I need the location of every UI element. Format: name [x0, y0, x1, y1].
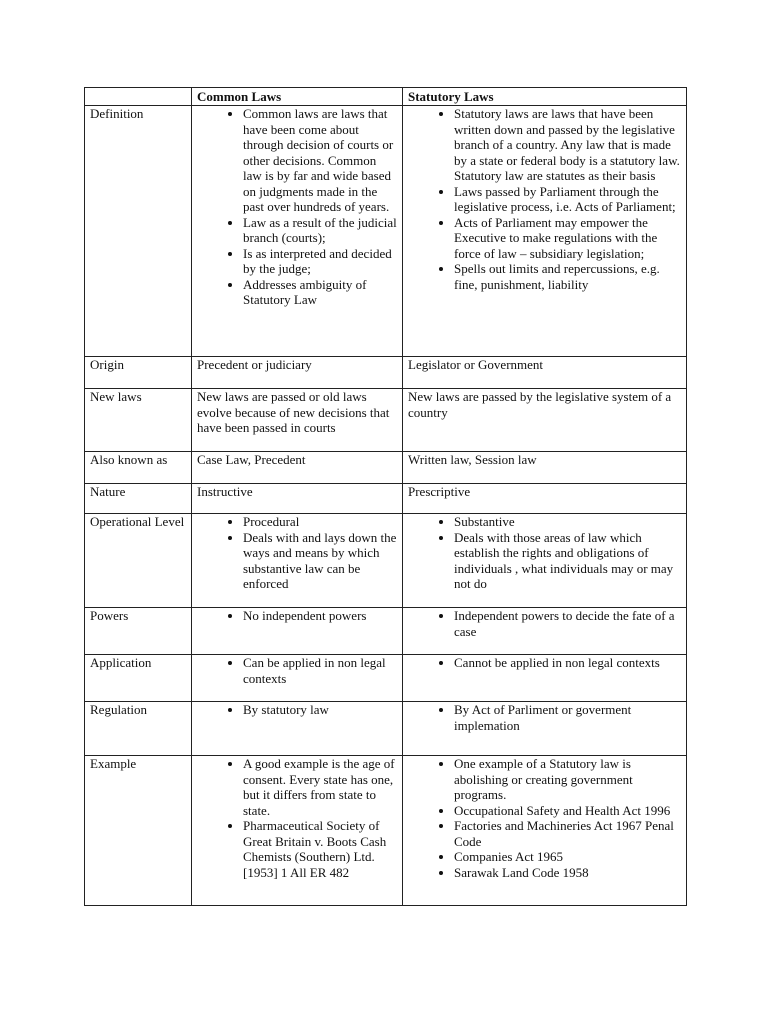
common-definition-item: • Addresses ambiguity of Statutory Law [243, 277, 397, 308]
common-new-laws: New laws are passed or old laws evolve because of new decisions that have been passed in courts [192, 389, 403, 452]
statutory-example-item: • One example of a Statutory law is abolishing or creating government programs. [454, 756, 681, 803]
statutory-definition [403, 106, 687, 357]
common-origin: Precedent or judiciary [192, 357, 403, 389]
statutory-definition-item: • Statutory laws are laws that have been written down and passed by the legislative branch of a country. Any law that is made by a state or federal body is a statutory law. Statutory law are statutes as their basis [454, 106, 681, 184]
header-statutory-laws: Statutory Laws [403, 88, 687, 106]
statutory-origin: Legislator or Government [403, 357, 687, 389]
common-regulation [192, 702, 403, 756]
statutory-definition-item: • Laws passed by Parliament through the legislative process, i.e. Acts of Parliament; [454, 184, 681, 215]
comparison-table [84, 87, 687, 906]
statutory-also-known-as: Written law, Session law [403, 452, 687, 484]
row-label-example: Example [85, 756, 192, 906]
statutory-operational-level [403, 514, 687, 608]
common-powers [192, 608, 403, 655]
statutory-operational-item: • Deals with those areas of law which establish the rights and obligations of individuals , what individuals may or may not do [454, 530, 681, 592]
common-operational-item: • Deals with and lays down the ways and means by which substantive law can be enforced [243, 530, 397, 592]
row-label-application: Application [85, 655, 192, 702]
row-definition [85, 106, 687, 357]
common-application-item: • Can be applied in non legal contexts [243, 655, 397, 686]
common-definition [192, 106, 403, 357]
statutory-operational-item: • Substantive [454, 514, 681, 530]
statutory-example-item: • Occupational Safety and Health Act 1996 [454, 803, 681, 819]
row-regulation [85, 702, 687, 756]
common-example-item: • Pharmaceutical Society of Great Britain v. Boots Cash Chemists (Southern) Ltd. [1953] 1 All ER 482 [243, 818, 397, 880]
row-label-regulation: Regulation [85, 702, 192, 756]
statutory-example-item: • Companies Act 1965 [454, 849, 681, 865]
statutory-example-item: • Sarawak Land Code 1958 [454, 865, 681, 881]
common-example [192, 756, 403, 906]
row-label-new-laws: New laws [85, 389, 192, 452]
statutory-example [403, 756, 687, 906]
statutory-powers [403, 608, 687, 655]
statutory-definition-item: • Spells out limits and repercussions, e.g. fine, punishment, liability [454, 261, 681, 292]
statutory-application-item: • Cannot be applied in non legal contexts [454, 655, 681, 671]
row-application [85, 655, 687, 702]
common-powers-item: • No independent powers [243, 608, 397, 624]
row-label-definition: Definition [85, 106, 192, 357]
statutory-application [403, 655, 687, 702]
header-row [85, 88, 687, 106]
common-example-item: • A good example is the age of consent. Every state has one, but it differs from state to state. [243, 756, 397, 818]
statutory-nature: Prescriptive [403, 484, 687, 514]
statutory-definition-item: • Acts of Parliament may empower the Executive to make regulations with the force of law – subsidiary legislation; [454, 215, 681, 262]
statutory-regulation-item: • By Act of Parliment or goverment implemation [454, 702, 681, 733]
common-application [192, 655, 403, 702]
common-definition-item: • Law as a result of the judicial branch (courts); [243, 215, 397, 246]
statutory-new-laws: New laws are passed by the legislative system of a country [403, 389, 687, 452]
common-nature: Instructive [192, 484, 403, 514]
row-origin [85, 357, 687, 389]
row-label-powers: Powers [85, 608, 192, 655]
row-label-origin: Origin [85, 357, 192, 389]
row-label-also-known-as: Also known as [85, 452, 192, 484]
statutory-regulation [403, 702, 687, 756]
row-label-operational-level: Operational Level [85, 514, 192, 608]
row-nature [85, 484, 687, 514]
common-operational-level [192, 514, 403, 608]
row-new-laws [85, 389, 687, 452]
common-definition-item: • Common laws are laws that have been come about through decision of courts or other decisions. Common law is by far and wide based on judgments made in the past over hundreds of years. [243, 106, 397, 215]
statutory-powers-item: • Independent powers to decide the fate of a case [454, 608, 681, 639]
common-operational-item: • Procedural [243, 514, 397, 530]
statutory-example-item: • Factories and Machineries Act 1967 Penal Code [454, 818, 681, 849]
common-regulation-item: • By statutory law [243, 702, 397, 718]
row-example [85, 756, 687, 906]
row-label-nature: Nature [85, 484, 192, 514]
header-common-laws: Common Laws [192, 88, 403, 106]
header-blank [85, 88, 192, 106]
common-also-known-as: Case Law, Precedent [192, 452, 403, 484]
common-definition-item: • Is as interpreted and decided by the judge; [243, 246, 397, 277]
row-also-known-as [85, 452, 687, 484]
row-powers [85, 608, 687, 655]
row-operational-level [85, 514, 687, 608]
